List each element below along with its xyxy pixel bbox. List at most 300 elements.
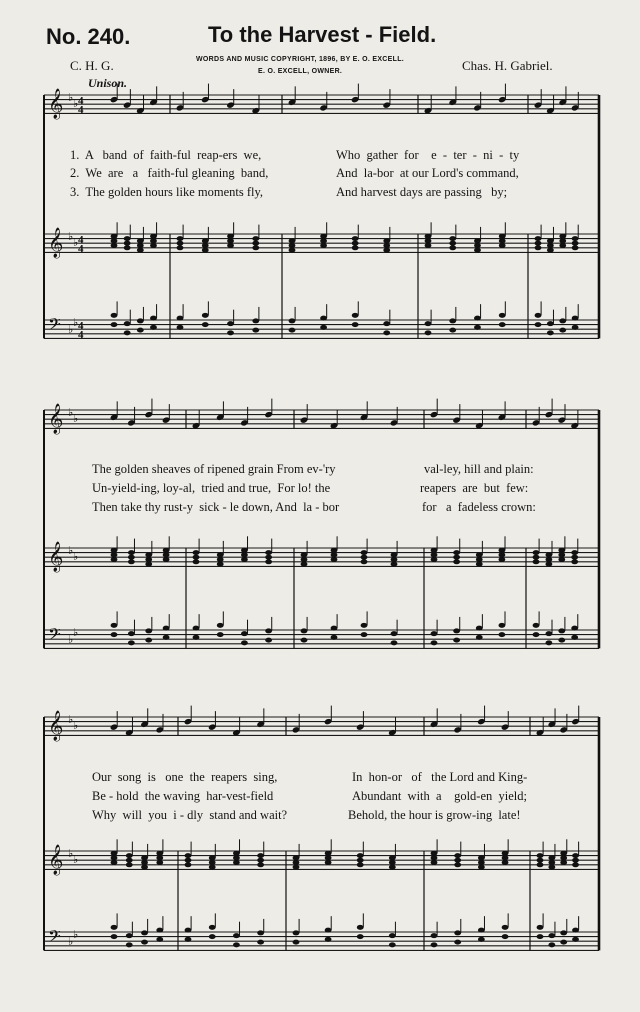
chord-note: [111, 860, 118, 865]
bass-note: [111, 934, 118, 939]
bass-note: [474, 316, 481, 321]
bass-note: [111, 313, 118, 318]
chord-note: [499, 238, 506, 243]
bass-note: [533, 632, 540, 637]
chord-note: [145, 552, 152, 557]
chord-note: [124, 236, 131, 241]
chord-note: [177, 245, 184, 250]
hymn-title: To the Harvest - Field.: [208, 22, 437, 47]
bass-note: [548, 933, 555, 938]
bass-note: [478, 937, 485, 942]
chord-note: [474, 243, 481, 248]
chord-note: [331, 552, 338, 557]
chord-note: [389, 860, 396, 865]
chord-note: [545, 557, 552, 562]
bass-note: [227, 330, 234, 335]
chord-note: [111, 855, 118, 860]
bass-note: [545, 631, 552, 636]
bass-clef: 𝄢: [48, 926, 61, 950]
chord-note: [383, 238, 390, 243]
bass-note: [141, 930, 148, 935]
chord-note: [431, 855, 438, 860]
bass-note: [572, 325, 579, 330]
chord-note: [425, 238, 432, 243]
chord-note: [150, 234, 157, 239]
bass-note: [111, 925, 118, 930]
chord-note: [233, 855, 240, 860]
time-signature-top: 4: [78, 234, 84, 246]
bass-note: [361, 632, 368, 637]
bass-note: [145, 638, 152, 643]
flat-sign: ♭: [68, 713, 74, 726]
bass-note: [265, 638, 272, 643]
treble-clef: 𝄞: [48, 404, 64, 434]
hymn-number: No. 240.: [46, 24, 131, 49]
bass-note: [425, 321, 432, 326]
bass-clef: 𝄢: [48, 624, 61, 648]
bass-note: [265, 628, 272, 633]
chord-note: [352, 241, 359, 246]
chord-note: [454, 858, 461, 863]
chord-note: [128, 555, 135, 560]
bass-note: [572, 937, 579, 942]
bass-note: [431, 942, 438, 947]
bass-note: [499, 322, 506, 327]
chord-note: [177, 236, 184, 241]
flat-sign: ♭: [73, 626, 79, 639]
bass-note: [547, 321, 554, 326]
copyright-owner: E. O. EXCELL, OWNER.: [258, 68, 343, 75]
lyric-right-s2-v3: for a fadeless crown:: [422, 500, 536, 514]
chord-note: [449, 236, 456, 241]
chord-note: [357, 853, 364, 858]
bass-note: [502, 925, 509, 930]
chord-note: [185, 853, 192, 858]
chord-note: [498, 557, 505, 562]
bass-note: [202, 313, 209, 318]
bass-note: [301, 628, 308, 633]
bass-note: [320, 325, 327, 330]
chord-note: [111, 243, 118, 248]
bass-note: [449, 328, 456, 333]
bass-note: [150, 316, 157, 321]
lyric-left-s1-v1: 1. A band of faith-ful reap-ers we,: [70, 148, 262, 162]
flat-sign: ♭: [68, 847, 74, 860]
chord-note: [572, 862, 579, 867]
chord-note: [571, 555, 578, 560]
chord-note: [185, 862, 192, 867]
chord-note: [325, 860, 332, 865]
bass-note: [559, 328, 566, 333]
chord-note: [193, 555, 200, 560]
bass-note: [163, 626, 170, 631]
chord-note: [111, 548, 118, 553]
chord-note: [391, 552, 398, 557]
chord-note: [559, 243, 566, 248]
bass-note: [252, 328, 259, 333]
chord-note: [499, 234, 506, 239]
bass-note: [454, 940, 461, 945]
chord-note: [163, 552, 170, 557]
bass-note: [545, 640, 552, 645]
chord-note: [560, 860, 567, 865]
bass-note: [257, 940, 264, 945]
chord-note: [476, 557, 483, 562]
chord-note: [331, 557, 338, 562]
lyric-left-s2-v2: Un-yield-ing, loy-al, tried and true, For lo! the: [92, 481, 331, 495]
bass-note: [233, 933, 240, 938]
chord-note: [535, 236, 542, 241]
chord-note: [128, 559, 135, 564]
bass-note: [357, 925, 364, 930]
bass-note: [498, 632, 505, 637]
bass-note: [252, 318, 259, 323]
chord-note: [289, 248, 296, 253]
chord-note: [126, 858, 133, 863]
lyric-right-s1-v1: Who gather for e - ter - ni - ty: [336, 148, 520, 162]
chord-note: [571, 550, 578, 555]
chord-note: [474, 248, 481, 253]
chord-note: [241, 548, 248, 553]
bass-note: [431, 631, 438, 636]
chord-note: [533, 555, 540, 560]
chord-note: [571, 559, 578, 564]
chord-note: [559, 234, 566, 239]
bass-note: [474, 325, 481, 330]
bass-note: [141, 940, 148, 945]
bass-note: [124, 321, 131, 326]
chord-note: [449, 245, 456, 250]
chord-note: [558, 552, 565, 557]
treble-clef: 𝄞: [48, 89, 64, 119]
chord-note: [352, 236, 359, 241]
lyric-left-s3-v3: Why will you i - dly stand and wait?: [92, 808, 288, 822]
chord-note: [233, 851, 240, 856]
chord-note: [391, 557, 398, 562]
chord-note: [141, 855, 148, 860]
chord-note: [548, 860, 555, 865]
chord-note: [128, 550, 135, 555]
time-signature-bottom: 4: [78, 104, 84, 116]
chord-note: [547, 238, 554, 243]
chord-note: [572, 245, 579, 250]
chord-note: [548, 855, 555, 860]
chord-note: [137, 238, 144, 243]
chord-note: [545, 552, 552, 557]
chord-note: [572, 236, 579, 241]
bass-note: [111, 623, 118, 628]
chord-note: [545, 562, 552, 567]
lyric-right-s1-v3: And harvest days are passing by;: [336, 185, 508, 199]
chord-note: [193, 550, 200, 555]
bass-note: [233, 942, 240, 947]
chord-note: [498, 548, 505, 553]
bass-note: [454, 930, 461, 935]
bass-note: [193, 635, 200, 640]
lyric-right-s3-v1: In hon-or of the Lord and King-: [352, 770, 528, 784]
chord-note: [111, 234, 118, 239]
chord-note: [252, 245, 259, 250]
bass-note: [389, 933, 396, 938]
chord-note: [137, 243, 144, 248]
composer-name: Chas. H. Gabriel.: [462, 58, 553, 73]
chord-note: [478, 855, 485, 860]
chord-note: [265, 555, 272, 560]
treble-clef: 𝄞: [48, 542, 64, 572]
time-signature-bottom: 4: [78, 329, 84, 341]
flat-sign: ♭: [73, 928, 79, 941]
bass-note: [572, 928, 579, 933]
chord-note: [209, 860, 216, 865]
bass-note: [156, 928, 163, 933]
bass-note: [217, 623, 224, 628]
bass-note: [217, 632, 224, 637]
time-signature-bottom: 4: [78, 243, 84, 255]
chord-note: [111, 851, 118, 856]
bass-note: [476, 635, 483, 640]
bass-note: [502, 934, 509, 939]
chord-note: [145, 557, 152, 562]
bass-note: [389, 942, 396, 947]
chord-note: [533, 559, 540, 564]
chord-note: [352, 245, 359, 250]
flat-sign: ♭: [68, 633, 74, 646]
chord-note: [163, 548, 170, 553]
chord-note: [145, 562, 152, 567]
bass-note: [537, 934, 544, 939]
treble-clef: 𝄞: [48, 711, 64, 741]
bass-note: [293, 940, 300, 945]
bass-note: [425, 330, 432, 335]
bass-note: [383, 321, 390, 326]
chord-note: [301, 552, 308, 557]
bass-note: [547, 330, 554, 335]
bass-note: [535, 322, 542, 327]
chord-note: [498, 552, 505, 557]
bass-note: [431, 640, 438, 645]
chord-note: [320, 243, 327, 248]
bass-note: [361, 623, 368, 628]
chord-note: [499, 243, 506, 248]
chord-note: [548, 865, 555, 870]
chord-note: [227, 238, 234, 243]
chord-note: [150, 238, 157, 243]
chord-note: [177, 241, 184, 246]
lyric-right-s3-v2: Abundant with a gold-en yield;: [352, 789, 527, 803]
bass-note: [352, 313, 359, 318]
chord-note: [431, 552, 438, 557]
flat-sign: ♭: [68, 406, 74, 419]
bass-note: [124, 330, 131, 335]
chord-note: [301, 557, 308, 562]
chord-note: [241, 557, 248, 562]
chord-note: [227, 234, 234, 239]
lyric-left-s2-v3: Then take thy rust-y sick - le down, And la - bor: [92, 500, 340, 514]
chord-note: [453, 559, 460, 564]
bass-note: [449, 318, 456, 323]
treble-clef: 𝄞: [48, 845, 64, 875]
bass-note: [137, 328, 144, 333]
treble-clef: 𝄞: [48, 228, 64, 258]
flat-sign: ♭: [68, 230, 74, 243]
chord-note: [331, 548, 338, 553]
bass-note: [325, 937, 332, 942]
bass-note: [431, 933, 438, 938]
chord-note: [560, 855, 567, 860]
chord-note: [156, 860, 163, 865]
chord-note: [141, 860, 148, 865]
chord-note: [425, 234, 432, 239]
chord-note: [389, 865, 396, 870]
bass-note: [476, 626, 483, 631]
bass-note: [111, 632, 118, 637]
bass-note: [391, 631, 398, 636]
lyric-right-s3-v3: Behold, the hour is grow-ing late!: [348, 808, 521, 822]
bass-note: [331, 626, 338, 631]
chord-note: [391, 562, 398, 567]
bass-note: [571, 626, 578, 631]
bass-note: [257, 930, 264, 935]
chord-note: [137, 248, 144, 253]
chord-note: [141, 865, 148, 870]
chord-note: [502, 860, 509, 865]
chord-note: [257, 858, 264, 863]
chord-note: [478, 860, 485, 865]
chord-note: [572, 853, 579, 858]
chord-note: [449, 241, 456, 246]
chord-note: [547, 243, 554, 248]
chord-note: [150, 243, 157, 248]
chord-note: [111, 557, 118, 562]
chord-note: [478, 865, 485, 870]
chord-note: [453, 555, 460, 560]
chord-note: [572, 858, 579, 863]
time-signature-top: 4: [78, 320, 84, 332]
chord-note: [156, 855, 163, 860]
bass-note: [177, 316, 184, 321]
flat-sign: ♭: [68, 544, 74, 557]
chord-note: [320, 234, 327, 239]
chord-note: [572, 241, 579, 246]
time-signature-top: 4: [78, 95, 84, 107]
chord-note: [537, 853, 544, 858]
chord-note: [257, 862, 264, 867]
bass-note: [499, 313, 506, 318]
bass-note: [478, 928, 485, 933]
bass-note: [126, 933, 133, 938]
bass-note: [289, 318, 296, 323]
chord-note: [476, 552, 483, 557]
bass-note: [453, 628, 460, 633]
chord-note: [425, 243, 432, 248]
chord-note: [558, 557, 565, 562]
flat-sign: ♭: [73, 719, 79, 732]
chord-note: [111, 238, 118, 243]
performance-direction: Unison.: [88, 76, 128, 90]
bass-note: [320, 316, 327, 321]
chord-note: [111, 552, 118, 557]
chord-note: [383, 243, 390, 248]
chord-note: [209, 855, 216, 860]
bass-note: [352, 322, 359, 327]
lyric-left-s3-v1: Our song is one the reapers sing,: [92, 770, 278, 784]
chord-note: [202, 238, 209, 243]
chord-note: [383, 248, 390, 253]
flat-sign: ♭: [68, 323, 74, 336]
bass-note: [150, 325, 157, 330]
lyric-left-s1-v2: 2. We are a faith-ful gleaning band,: [70, 166, 269, 180]
chord-note: [252, 236, 259, 241]
chord-note: [233, 860, 240, 865]
chord-note: [454, 862, 461, 867]
bass-note: [558, 638, 565, 643]
bass-note: [126, 942, 133, 947]
chord-note: [217, 552, 224, 557]
chord-note: [476, 562, 483, 567]
chord-note: [156, 851, 163, 856]
chord-note: [454, 853, 461, 858]
bass-note: [383, 330, 390, 335]
bass-note: [137, 318, 144, 323]
bass-note: [145, 628, 152, 633]
bass-note: [560, 930, 567, 935]
bass-note: [163, 635, 170, 640]
bass-note: [498, 623, 505, 628]
bass-note: [241, 640, 248, 645]
chord-note: [533, 550, 540, 555]
chord-note: [217, 562, 224, 567]
bass-note: [241, 631, 248, 636]
bass-note: [301, 638, 308, 643]
lyric-left-s2-v1: The golden sheaves of ripened grain From ev-'ry: [92, 462, 336, 476]
chord-note: [431, 548, 438, 553]
copyright-line: WORDS AND MUSIC COPYRIGHT, 1896, BY E. O. EXCELL.: [196, 56, 405, 63]
chord-note: [361, 550, 368, 555]
flat-sign: ♭: [73, 412, 79, 425]
bass-note: [548, 942, 555, 947]
bass-note: [391, 640, 398, 645]
bass-note: [537, 925, 544, 930]
chord-note: [537, 862, 544, 867]
chord-note: [431, 557, 438, 562]
chord-note: [357, 862, 364, 867]
lyricist-initials: C. H. G.: [70, 58, 114, 73]
bass-note: [535, 313, 542, 318]
bass-clef: 𝄢: [48, 314, 61, 338]
chord-note: [265, 550, 272, 555]
chord-note: [361, 555, 368, 560]
chord-note: [502, 855, 509, 860]
flat-sign: ♭: [73, 853, 79, 866]
bass-note: [193, 626, 200, 631]
bass-note: [572, 316, 579, 321]
bass-note: [202, 322, 209, 327]
chord-note: [547, 248, 554, 253]
chord-note: [265, 559, 272, 564]
chord-note: [560, 851, 567, 856]
chord-note: [124, 245, 131, 250]
bass-note: [453, 638, 460, 643]
flat-sign: ♭: [73, 550, 79, 563]
chord-note: [124, 241, 131, 246]
chord-note: [537, 858, 544, 863]
chord-note: [126, 853, 133, 858]
bass-note: [209, 934, 216, 939]
flat-sign: ♭: [73, 236, 79, 249]
bass-note: [111, 322, 118, 327]
bass-note: [156, 937, 163, 942]
bass-note: [128, 640, 135, 645]
